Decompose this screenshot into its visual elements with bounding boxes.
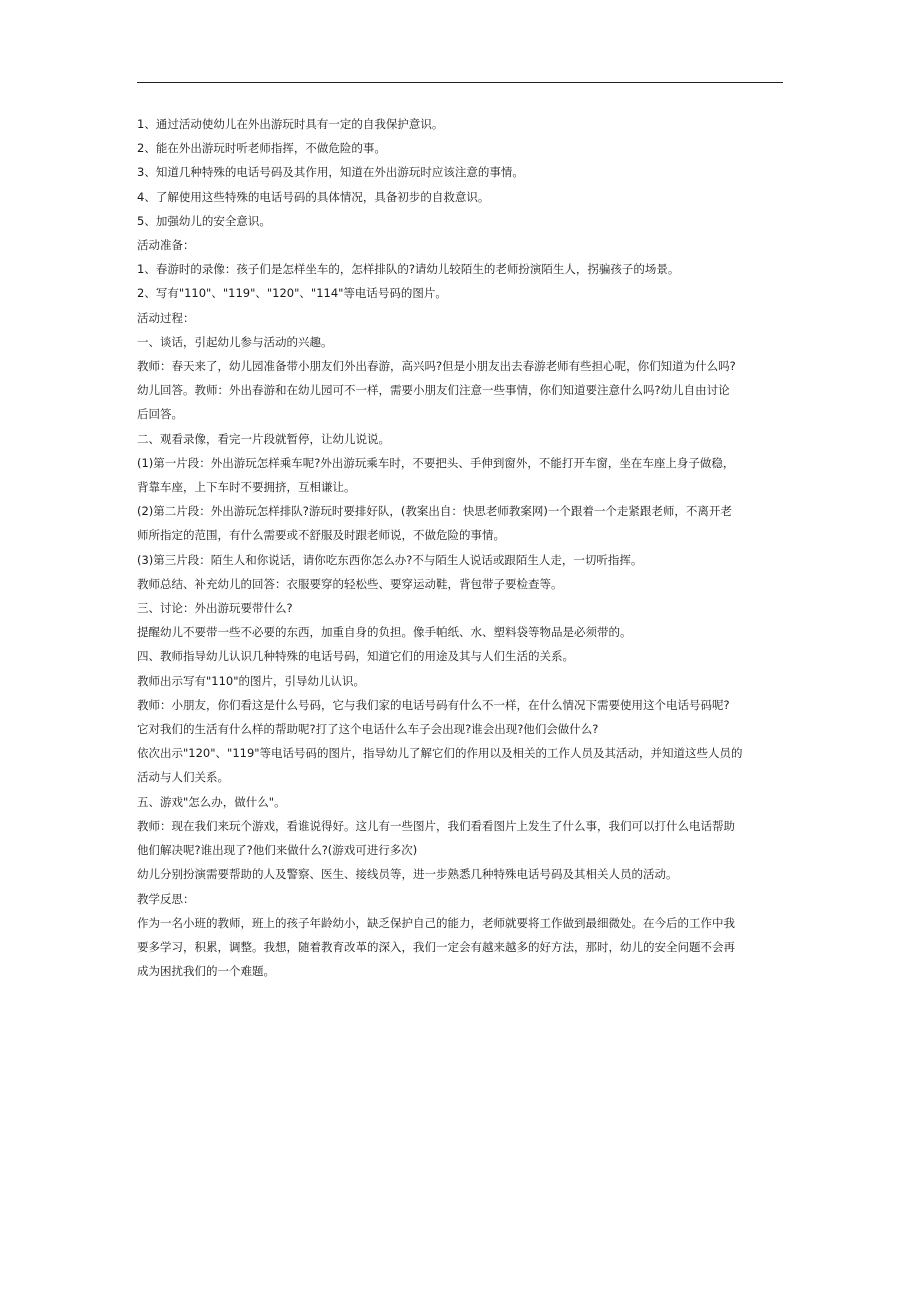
text-line: 4、了解使用这些特殊的电话号码的具体情况，具备初步的自救意识。 [137,189,490,204]
section-heading: 教学反思： [137,891,195,906]
text-line: 背靠车座，上下车时不要拥挤，互相谦让。 [137,480,356,495]
text-line: 1、通过活动使幼儿在外出游玩时具有一定的自我保护意识。 [137,117,444,131]
text-line: 2、能在外出游玩时听老师指挥，不做危险的事。 [137,141,386,156]
text-line: 后回答。 [137,407,183,422]
text-line: 他们解决呢?谁出现了?他们来做什么?(游戏可进行多次) [137,843,418,858]
text-line: 作为一名小班的教师，班上的孩子年龄幼小，缺乏保护自己的能力，老师就要将工作做到最细微处。在今后的工作中我 [137,915,735,930]
text-line: 教师：现在我们来玩个游戏，看谁说得好。这儿有一些图片，我们看看图片上发生了什么事，我们可以打什么电话帮助 [137,818,735,833]
text-line: 提醒幼儿不要带一些不必要的东西，加重自身的负担。像手帕纸、水、塑料袋等物品是必须带的。 [137,625,632,640]
text-line: 教师总结、补充幼儿的回答：衣服要穿的轻松些、要穿运动鞋，背包带子要检查等。 [137,576,563,591]
section-heading: 活动过程： [137,310,195,325]
text-line: 教师：小朋友，你们看这是什么号码，它与我们家的电话号码有什么不一样，在什么情况下需要使用这个电话号码呢? [137,697,730,712]
text-line: (1)第一片段：外出游玩怎样乘车呢?外出游玩乘车时，不要把头、手伸到窗外，不能打开车窗，坐在车座上身子做稳， [137,455,735,470]
text-line: 三、讨论：外出游玩要带什么? [137,601,293,616]
text-line: 教师出示写有"110"的图片，引导幼儿认识。 [137,673,366,688]
text-line: 教师：春天来了，幼儿园准备带小朋友们外出春游，高兴吗?但是小朋友出去春游老师有些担心呢，你们知道为什么吗? [137,359,736,374]
header-rule [137,82,783,83]
text-line: 1、春游时的录像：孩子们是怎样坐车的，怎样排队的?请幼儿较陌生的老师扮演陌生人，拐骗孩子的场景。 [137,262,680,277]
section-heading: 活动准备： [137,238,195,253]
text-line: 要多学习，积累，调整。我想，随着教育改革的深入，我们一定会有越来越多的好方法，那时，幼儿的安全问题不会再 [137,939,735,954]
text-line: 依次出示"120"、"119"等电话号码的图片，指导幼儿了解它们的作用以及相关的工作人员及其活动，并知道这些人员的 [137,746,743,761]
text-line: 四、教师指导幼儿认识几种特殊的电话号码，知道它们的用途及其与人们生活的关系。 [137,649,574,664]
text-line: 二、观看录像，看完一片段就暂停，让幼儿说说。 [137,431,390,446]
text-line: 成为困扰我们的一个难题。 [137,964,275,979]
text-line: 它对我们的生活有什么样的帮助呢?打了这个电话什么车子会出现?谁会出现?他们会做什么? [137,722,599,737]
text-line: 五、游戏"怎么办，做什么"。 [137,794,286,809]
text-line: 2、写有"110"、"119"、"120"、"114"等电话号码的图片。 [137,286,447,301]
text-line: (2)第二片段：外出游玩怎样排队?游玩时要排好队，(教案出自：快思老师教案网)一个跟着一个走紧跟老师，不离开老 [137,504,732,519]
text-line: 3、知道几种特殊的电话号码及其作用，知道在外出游玩时应该注意的事情。 [137,165,524,180]
text-line: 5、加强幼儿的安全意识。 [137,213,271,228]
text-line: 师所指定的范围，有什么需要或不舒服及时跟老师说，不做危险的事情。 [137,528,505,543]
text-line: 一、谈话，引起幼儿参与活动的兴趣。 [137,334,333,349]
text-line: 活动与人们关系。 [137,770,229,785]
text-line: (3)第三片段：陌生人和你说话，请你吃东西你怎么办?不与陌生人说话或跟陌生人走，一切听指挥。 [137,552,643,567]
document-body [137,112,787,983]
text-line: 幼儿回答。教师：外出春游和在幼儿园可不一样，需要小朋友们注意一些事情，你们知道要注意什么吗?幼儿自由讨论 [137,383,730,398]
text-line: 幼儿分别扮演需要帮助的人及警察、医生、接线员等，进一步熟悉几种特殊电话号码及其相关人员的活动。 [137,867,678,882]
